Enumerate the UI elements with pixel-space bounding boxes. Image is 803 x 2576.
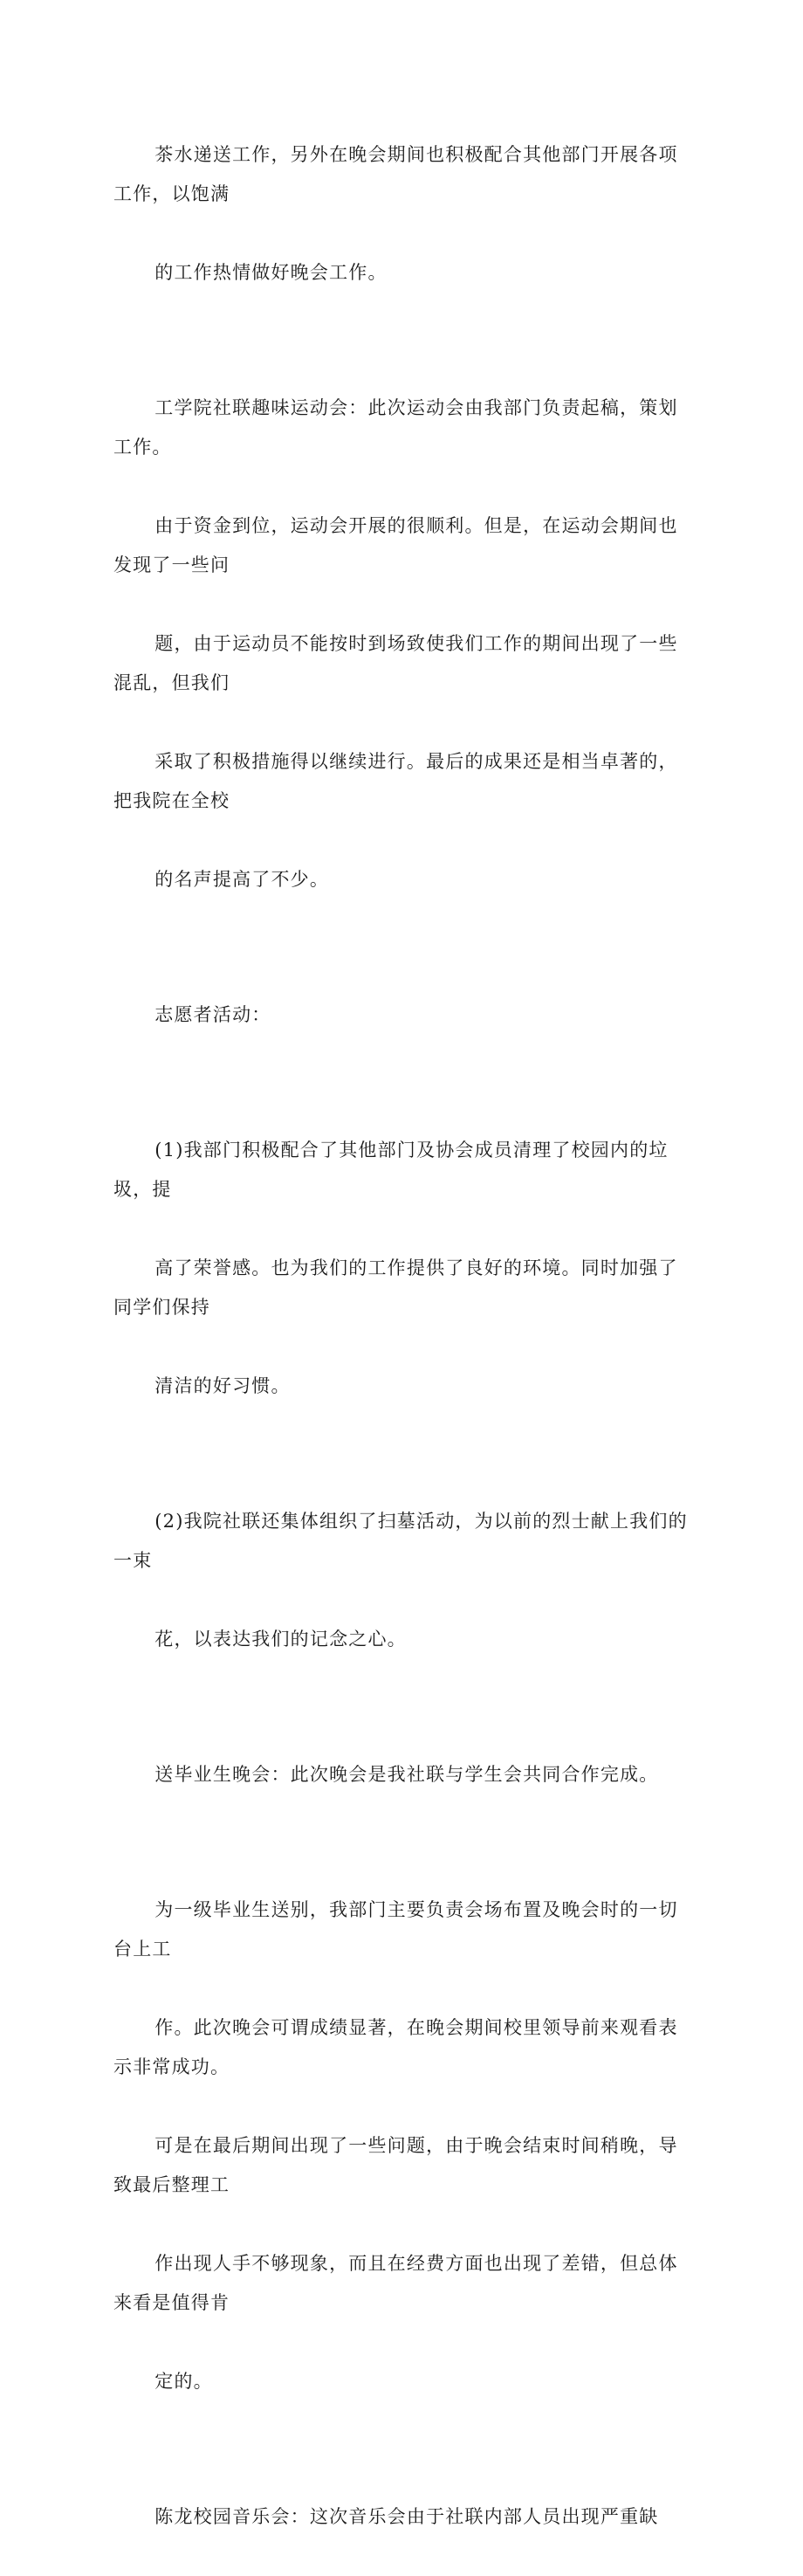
text-line: 高了荣誉感。也为我们的工作提供了良好的环境。同时加强了同学们保持 (113, 1257, 678, 1318)
text-line: (1)我部门积极配合了其他部门及协会成员清理了校园内的垃圾，提 (113, 1140, 669, 1200)
text-line: 茶水递送工作，另外在晚会期间也积极配合其他部门开展各项工作，以饱满 (113, 144, 678, 204)
document-body (113, 96, 695, 2576)
text-line: 的工作热情做好晚会工作。 (154, 262, 388, 283)
text-line: 由于资金到位，运动会开展的很顺利。但是，在运动会期间也发现了一些问 (113, 515, 678, 575)
text-line: 作。此次晚会可谓成绩显著，在晚会期间校里领导前来观看表示非常成功。 (113, 2017, 678, 2077)
paragraph-volunteer-item-1 (113, 1092, 695, 1445)
text-line: 可是在最后期间出现了一些问题，由于晚会结束时间稍晚，导致最后整理工 (113, 2135, 678, 2195)
text-line: 定的。 (154, 2371, 213, 2392)
text-line: 陈龙校园音乐会：这次音乐会由于社联内部人员出现严重缺 (154, 2506, 659, 2527)
paragraph-tea-service (113, 96, 695, 332)
text-line: 工学院社联趣味运动会：此次运动会由我部门负责起稿，策划工作。 (113, 397, 678, 458)
paragraph-concert (113, 2458, 695, 2576)
paragraph-volunteer-item-2 (113, 1463, 695, 1698)
text-line: 志愿者活动： (154, 1004, 271, 1025)
text-line: 题，由于运动员不能按时到场致使我们工作的期间出现了一些混乱，但我们 (113, 633, 678, 693)
text-line: 花，以表达我们的记念之心。 (154, 1629, 407, 1650)
text-line: 的名声提高了不少。 (154, 869, 330, 890)
text-line: (2)我院社联还集体组织了扫墓活动，为以前的烈士献上我们的一束 (113, 1511, 688, 1571)
text-line: 作出现人手不够现象，而且在经费方面也出现了差错，但总体来看是值得肯 (113, 2253, 678, 2313)
paragraph-graduation-party (113, 1716, 695, 1834)
text-line: 送毕业生晚会：此次晚会是我社联与学生会共同合作完成。 (154, 1764, 659, 1785)
text-line: 清洁的好习惯。 (154, 1375, 291, 1396)
text-line: 采取了积极措施得以继续进行。最后的成果还是相当卓著的，把我院在全校 (113, 751, 678, 811)
paragraph-sports-meet (113, 349, 695, 939)
paragraph-graduation-details (113, 1851, 695, 2441)
text-line: 为一级毕业生送别，我部门主要负责会场布置及晚会时的一切台上工 (113, 1899, 678, 1960)
paragraph-volunteer-heading (113, 956, 695, 1074)
